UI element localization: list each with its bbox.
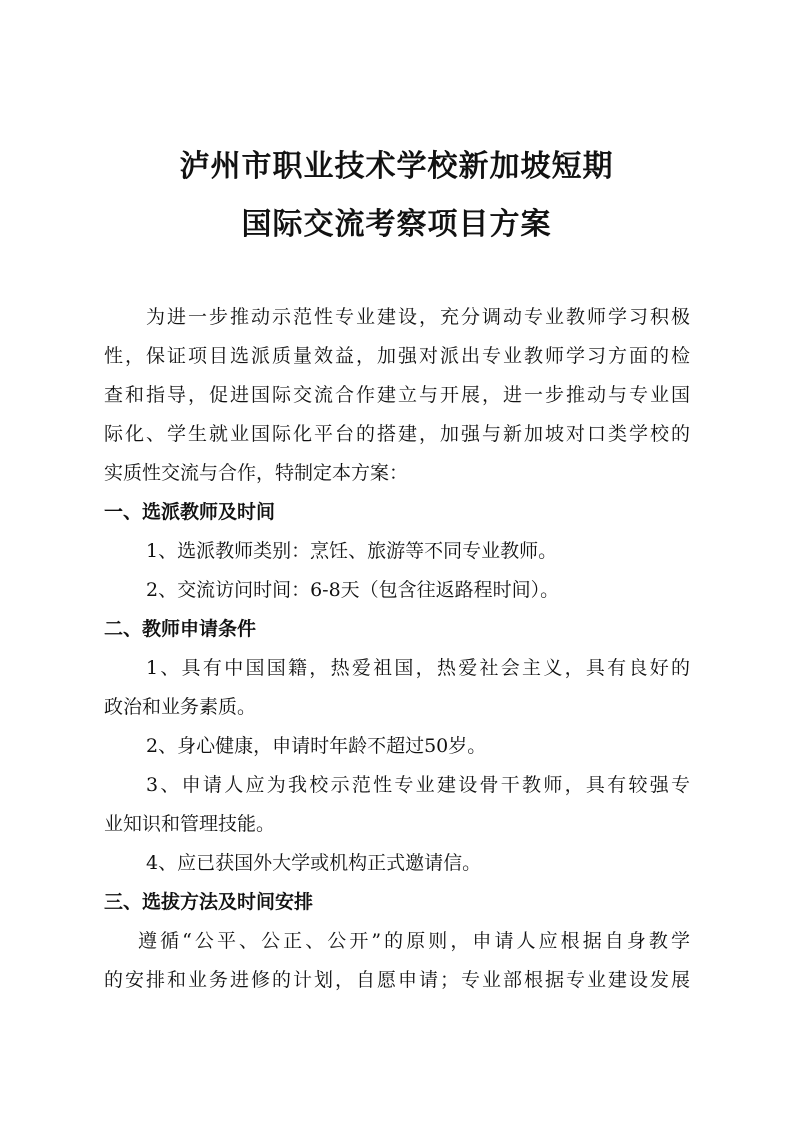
list-item: 3、申请人应为我校示范性专业建设骨干教师，具有较强专	[146, 774, 690, 796]
section-heading: 一、选派教师及时间	[104, 501, 276, 523]
document-title-line-2: 国际交流考察项目方案	[241, 207, 552, 242]
intro-line: 际化、学生就业国际化平台的搭建，加强与新加坡对口类学校的	[104, 423, 690, 445]
list-item: 1、选派教师类别：烹饪、旅游等不同专业教师。	[146, 540, 558, 562]
list-item-continuation: 政治和业务素质。	[104, 696, 257, 718]
intro-line: 查和指导，促进国际交流合作建立与开展，进一步推动与专业国	[104, 384, 690, 406]
document-title-line-1: 泸州市职业技术学校新加坡短期	[179, 149, 614, 184]
paragraph-line: 遵循“公平、公正、公开”的原则，申请人应根据自身教学	[138, 930, 690, 952]
list-item: 4、应已获国外大学或机构正式邀请信。	[146, 852, 482, 874]
list-item: 2、交流访问时间：6-8天（包含往返路程时间）。	[146, 579, 560, 601]
list-item-continuation: 业知识和管理技能。	[104, 813, 276, 835]
section-heading: 三、选拔方法及时间安排	[104, 891, 314, 913]
document-body	[104, 298, 690, 1000]
intro-line: 性，保证项目选派质量效益，加强对派出专业教师学习方面的检	[104, 345, 690, 367]
intro-line: 为进一步推动示范性专业建设，充分调动专业教师学习积极	[146, 306, 690, 328]
list-item: 1、具有中国国籍，热爱祖国，热爱社会主义，具有良好的	[146, 657, 690, 679]
intro-line: 实质性交流与合作，特制定本方案：	[104, 462, 409, 484]
paragraph-line: 的安排和业务进修的计划，自愿申请；专业部根据专业建设发展	[104, 969, 690, 991]
list-item: 2、身心健康，申请时年龄不超过50岁。	[146, 735, 487, 757]
section-heading: 二、教师申请条件	[104, 618, 257, 640]
